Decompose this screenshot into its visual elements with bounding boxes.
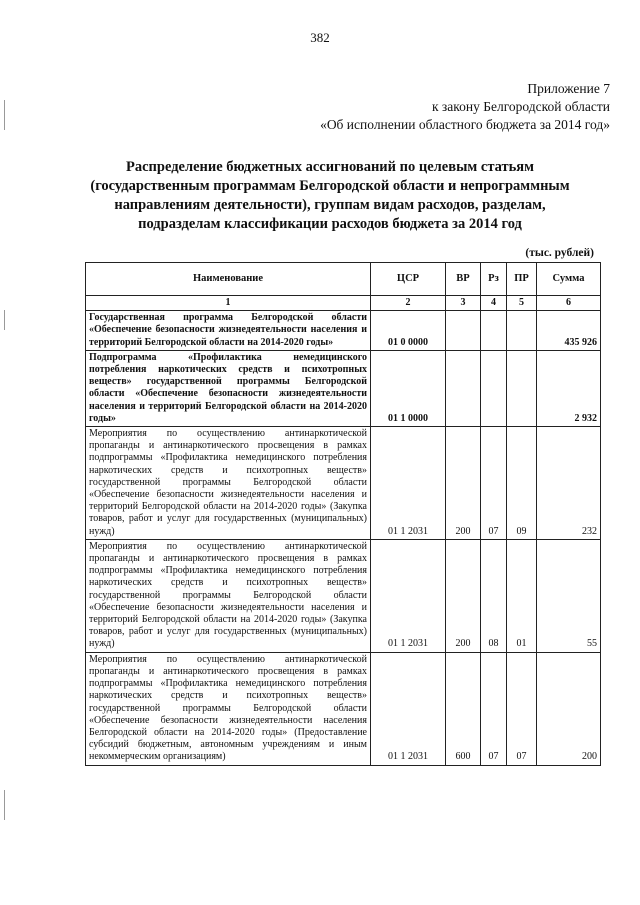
row-csr: 01 1 2031 xyxy=(371,652,446,765)
header-csr: ЦСР xyxy=(371,263,446,296)
row-pr xyxy=(507,311,537,351)
table-row xyxy=(86,652,601,765)
row-name: Мероприятия по осуществлению антинаркотической пропаганды и антинаркотического просвещения в рамках подпрограммы «Профилактика немедицинского потребления наркотических средств и психотропных веществ» государственной программы Белгородской области «Обеспечение безопасности жизнедеятельности населения Белгородской области на 2014-2020 годы» (Предоставление субсидий бюджетным, автономным учреждениям и иным некоммерческим организациям) xyxy=(86,652,371,765)
header-sum: Сумма xyxy=(537,263,601,296)
row-sum: 435 926 xyxy=(537,311,601,351)
scan-edge-mark xyxy=(4,310,5,330)
title-line: направлениям деятельности), группам видам расходов, разделам, xyxy=(114,197,546,213)
col-number: 4 xyxy=(481,296,507,311)
appendix-line: Приложение 7 xyxy=(527,81,610,96)
title-line: подразделам классификации расходов бюджета за 2014 год xyxy=(138,216,522,232)
row-pr xyxy=(507,350,537,426)
row-name: Государственная программа Белгородской области «Обеспечение безопасности жизнедеятельности населения и территорий Белгородской области на 2014-2020 годы» xyxy=(86,311,371,351)
row-csr: 01 1 0000 xyxy=(371,350,446,426)
row-vr xyxy=(446,350,481,426)
row-name: Мероприятия по осуществлению антинаркотической пропаганды и антинаркотического просвещения в рамках подпрограммы «Профилактика немедицинского потребления наркотических средств и психотропных веществ» государственной программы Белгородской области «Обеспечение безопасности жизнедеятельности населения и территорий Белгородской области на 2014-2020 годы» (Закупка товаров, работ и услуг для государственных (муниципальных) нужд) xyxy=(86,539,371,652)
col-number: 1 xyxy=(86,296,371,311)
header-rz: Рз xyxy=(481,263,507,296)
header-name: Наименование xyxy=(86,263,371,296)
row-vr: 200 xyxy=(446,539,481,652)
row-sum: 200 xyxy=(537,652,601,765)
row-vr: 200 xyxy=(446,427,481,540)
row-csr: 01 0 0000 xyxy=(371,311,446,351)
row-pr: 07 xyxy=(507,652,537,765)
col-number: 6 xyxy=(537,296,601,311)
appendix-line: к закону Белгородской области xyxy=(432,99,610,114)
row-vr xyxy=(446,311,481,351)
col-number: 5 xyxy=(507,296,537,311)
row-name: Подпрограмма «Профилактика немедицинского потребления наркотических средств и психотропных веществ» государственной программы Белгородской области «Обеспечение безопасности жизнедеятельности населения и территорий Белгородской области на 2014-2020 годы» xyxy=(86,350,371,426)
row-sum: 232 xyxy=(537,427,601,540)
row-rz: 07 xyxy=(481,652,507,765)
col-number: 2 xyxy=(371,296,446,311)
document-title xyxy=(70,158,590,234)
table-row xyxy=(86,539,601,652)
appendix-line: «Об исполнении областного бюджета за 2014 год» xyxy=(320,117,610,132)
title-line: (государственным программам Белгородской области и непрограммным xyxy=(90,178,570,194)
row-pr: 01 xyxy=(507,539,537,652)
column-number-row xyxy=(86,296,601,311)
title-line: Распределение бюджетных ассигнований по целевым статьям xyxy=(125,159,535,175)
table-row xyxy=(86,350,601,426)
units-label: (тыс. рублей) xyxy=(525,247,594,259)
header-row xyxy=(86,263,601,296)
row-rz xyxy=(481,311,507,351)
header-vr: ВР xyxy=(446,263,481,296)
row-csr: 01 1 2031 xyxy=(371,539,446,652)
col-number: 3 xyxy=(446,296,481,311)
row-vr: 600 xyxy=(446,652,481,765)
row-rz: 08 xyxy=(481,539,507,652)
row-sum: 2 932 xyxy=(537,350,601,426)
row-pr: 09 xyxy=(507,427,537,540)
appendix-header xyxy=(250,80,610,134)
table-row xyxy=(86,427,601,540)
row-rz xyxy=(481,350,507,426)
row-sum: 55 xyxy=(537,539,601,652)
budget-table xyxy=(85,262,601,766)
row-name: Мероприятия по осуществлению антинаркотической пропаганды и антинаркотического просвещения в рамках подпрограммы «Профилактика немедицинского потребления наркотических средств и психотропных веществ» государственной программы Белгородской области «Обеспечение безопасности жизнедеятельности населения и территорий Белгородской области на 2014-2020 годы» (Закупка товаров, работ и услуг для государственных (муниципальных) нужд) xyxy=(86,427,371,540)
row-rz: 07 xyxy=(481,427,507,540)
page-number: 382 xyxy=(310,30,330,45)
header-pr: ПР xyxy=(507,263,537,296)
row-csr: 01 1 2031 xyxy=(371,427,446,540)
table-row xyxy=(86,311,601,351)
scan-edge-mark xyxy=(4,790,5,820)
scan-edge-mark xyxy=(4,100,5,130)
